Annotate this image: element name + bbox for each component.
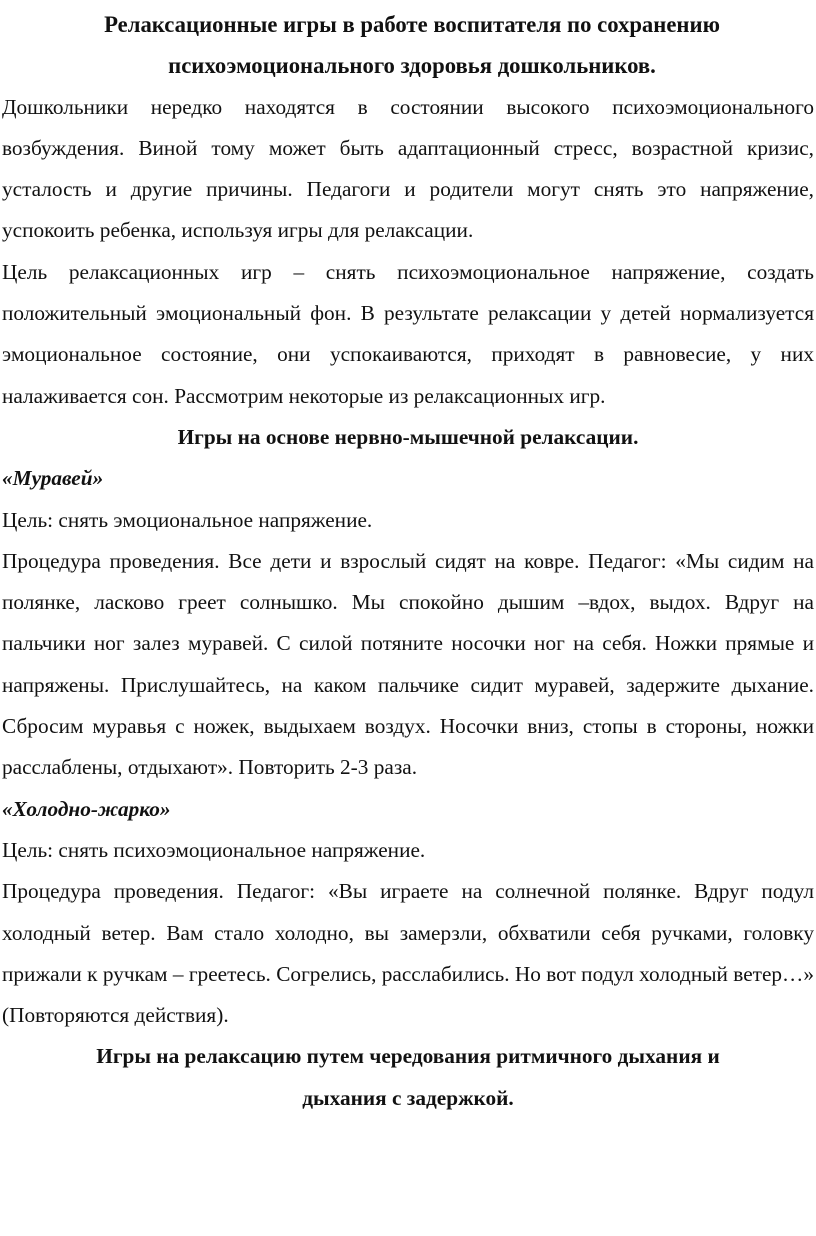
game-title-cold-hot: «Холодно-жарко» bbox=[2, 796, 171, 821]
game-goal-cold-hot: Цель: снять психоэмоциональное напряжение. bbox=[2, 837, 426, 862]
section-heading-breathing-line-2: дыхания с задержкой. bbox=[302, 1085, 514, 1110]
game-procedure-ant: Процедура проведения. Все дети и взрослый сидят на ковре. Педагог: «Мы сидим на полянке, ласково греет солнышко. Мы спокойно дышим –вдох, выдох. Вдруг на пальчики ног залез муравей. С силой потяните носочки ног на себя. Ножки прямые и напряжены. Прислушайтесь, на каком пальчике сидит муравей, задержите дыхание. Сбросим муравья с ножек, выдыхаем воздух. Носочки вниз, стопы в стороны, ножки расслаблены, отдыхают». Повторить 2-3 раза. bbox=[2, 548, 814, 780]
goal-paragraph: Цель релаксационных игр – снять психоэмоциональное напряжение, создать положительный эмоциональный фон. В результате релаксации у детей нормализуется эмоциональное состояние, они успокаиваются, приходят в равновесие, у них налаживается сон. Рассмотрим некоторые из релаксационных игр. bbox=[2, 259, 814, 408]
document-title bbox=[2, 4, 814, 87]
intro-paragraph: Дошкольники нередко находятся в состоянии высокого психоэмоционального возбуждения. Виной тому может быть адаптационный стресс, возрастной кризис, усталость и другие причины. Педагоги и родители могут снять это напряжение, успокоить ребенка, используя игры для релаксации. bbox=[2, 94, 814, 243]
game-procedure-cold-hot: Процедура проведения. Педагог: «Вы играете на солнечной полянке. Вдруг подул холодный ветер. Вам стало холодно, вы замерзли, обхватили себя ручками, головку прижали к ручкам – греетесь. Согрелись, расслабились. Но вот подул холодный ветер…» (Повторяются действия). bbox=[2, 879, 814, 1028]
title-line-2: психоэмоционального здоровья дошкольников. bbox=[168, 53, 656, 79]
game-goal-ant: Цель: снять эмоциональное напряжение. bbox=[2, 507, 373, 532]
title-line-1: Релаксационные игры в работе воспитателя по сохранению bbox=[104, 12, 720, 37]
section-heading-breathing-line-1: Игры на релаксацию путем чередования ритмичного дыхания и bbox=[96, 1044, 720, 1069]
section-heading-breathing bbox=[2, 1036, 814, 1119]
game-title-ant: «Муравей» bbox=[2, 466, 104, 491]
section-heading-neuromuscular: Игры на основе нервно-мышечной релаксации. bbox=[177, 424, 639, 449]
